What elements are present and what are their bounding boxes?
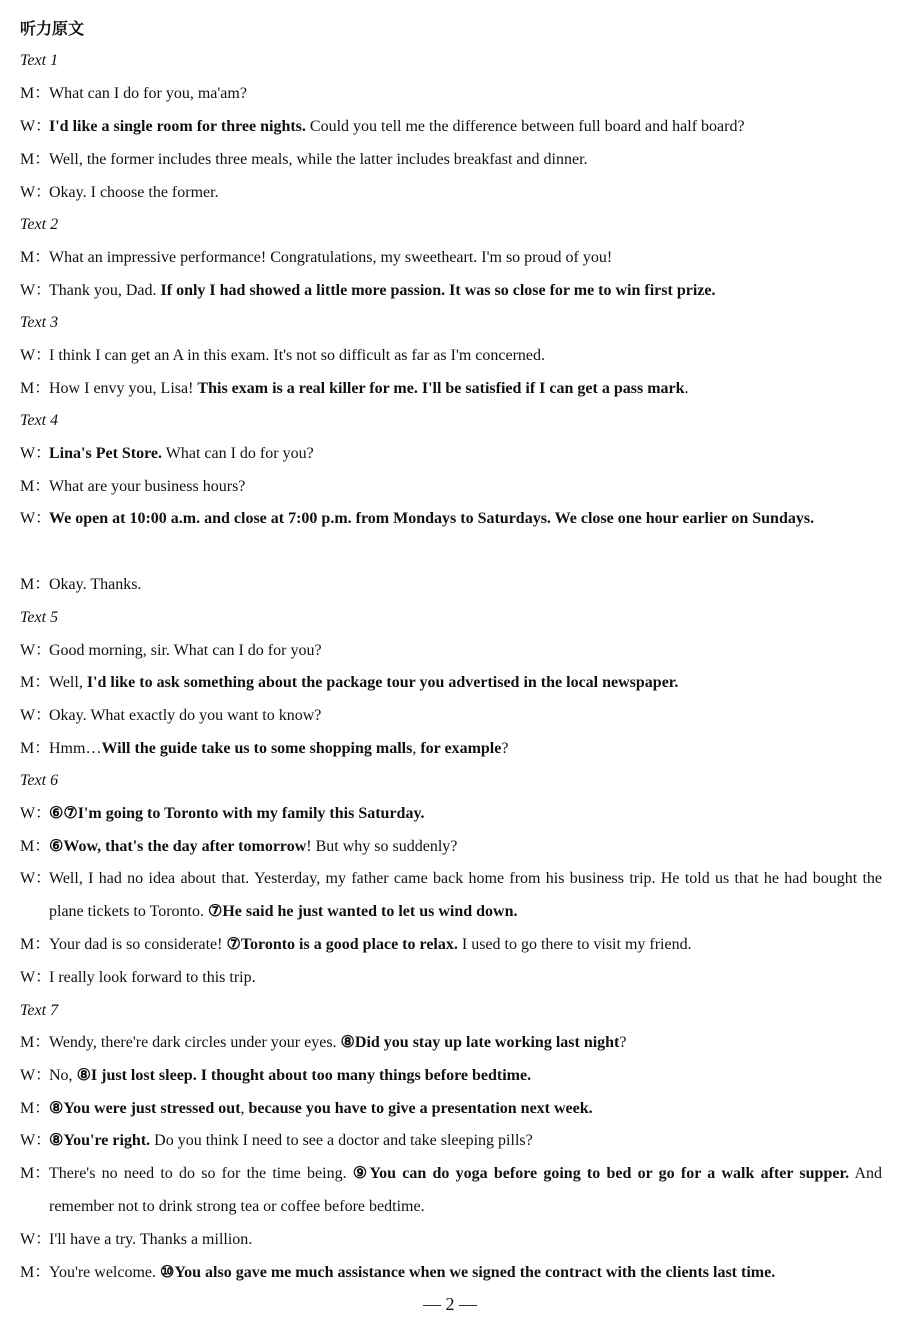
bold-answer-text: This exam is a real killer for me. I'll be satisfied if I can get a pass mark [197, 380, 685, 397]
dialogue-text: , [412, 740, 421, 757]
speaker-label: M： [20, 740, 51, 757]
dialogue-line [20, 274, 882, 307]
dialogue-line [20, 666, 882, 699]
speaker-label: M： [20, 936, 51, 953]
text-section-label: Text 1 [20, 52, 59, 69]
speaker-label: W： [20, 510, 52, 527]
speaker-label: W： [20, 347, 52, 364]
speaker-label: M： [20, 1264, 51, 1281]
dialogue-text: How I envy you, Lisa! [49, 380, 198, 397]
dialogue-text: I'll have a try. Thanks a million. [49, 1231, 253, 1248]
dialogue-text: I really look forward to this trip. [49, 969, 256, 986]
speaker-label: M： [20, 674, 51, 691]
bold-answer-text: If only I had showed a little more passion. It was so close for me to win first prize. [160, 282, 716, 299]
bold-answer-text: ⑥⑦I'm going to Toronto with my family this Saturday. [49, 805, 425, 822]
dialogue-text: ! But why so suddenly? [306, 838, 458, 855]
dialogue-text: Well, [49, 674, 87, 691]
bold-answer-text: We open at 10:00 a.m. and close at 7:00 p.m. from Mondays to Saturdays. We close one hour earlier on Sundays. [49, 510, 815, 527]
dialogue-text: Well, the former includes three meals, while the latter includes breakfast and dinner. [49, 151, 588, 168]
speaker-label: W： [20, 1231, 52, 1248]
speaker-label: M： [20, 249, 51, 266]
bold-answer-text: ⑨You can do yoga before going to bed or go for a walk after supper. [352, 1165, 850, 1182]
dialogue-line [20, 830, 882, 863]
page-number: — 2 — [423, 1294, 477, 1314]
dialogue-line [20, 77, 882, 110]
bold-answer-text: ⑧Did you stay up late working last night [340, 1034, 620, 1051]
dialogue-line [20, 961, 882, 994]
bold-answer-text: ⑦Toronto is a good place to relax. [226, 936, 458, 953]
dialogue-line [20, 470, 882, 503]
dialogue-line [20, 1223, 882, 1256]
dialogue-text: Well, I had no idea about that. Yesterday, my father came back home from his business trip. He told us that he had bought the plane tickets to Toronto. [49, 870, 882, 920]
speaker-label: W： [20, 969, 52, 986]
speaker-label: M： [20, 1165, 51, 1182]
dialogue-line [20, 372, 882, 405]
bold-answer-text: I'd like to ask something about the package tour you advertised in the local newspaper. [86, 674, 679, 691]
speaker-label: W： [20, 118, 52, 135]
bold-answer-text: ⑧You were just stressed out [49, 1100, 241, 1117]
dialogue-text: Good morning, sir. What can I do for you? [49, 642, 322, 659]
dialogue-line [20, 862, 882, 928]
text-section-label: Text 7 [20, 1002, 59, 1019]
dialogue-text: I used to go there to visit my friend. [457, 936, 692, 953]
speaker-label: W： [20, 707, 52, 724]
dialogue-line [20, 176, 882, 209]
text-section-label: Text 4 [20, 412, 59, 429]
speaker-label: W： [20, 1132, 52, 1149]
dialogue-text: What are your business hours? [49, 478, 246, 495]
dialogue-line [20, 241, 882, 274]
speaker-label: W： [20, 282, 52, 299]
dialogue-text: Could you tell me the difference between full board and half board? [305, 118, 745, 135]
speaker-label: M： [20, 380, 51, 397]
dialogue-line [20, 1256, 882, 1289]
bold-answer-text: Will the guide take us to some shopping malls [101, 740, 413, 757]
speaker-label: M： [20, 576, 51, 593]
dialogue-text: I think I can get an A in this exam. It's not so difficult as far as I'm concerned. [49, 347, 546, 364]
dialogue-line [20, 339, 882, 372]
speaker-label: M： [20, 151, 51, 168]
dialogue-text: You're welcome. [49, 1264, 161, 1281]
page-heading: 听力原文 [20, 19, 85, 38]
dialogue-text: Okay. What exactly do you want to know? [49, 707, 322, 724]
dialogue-text: Okay. Thanks. [49, 576, 142, 593]
dialogue-text: Okay. I choose the former. [49, 184, 219, 201]
bold-answer-text: Lina's Pet Store. [49, 445, 163, 462]
speaker-label: M： [20, 1100, 51, 1117]
speaker-label: M： [20, 85, 51, 102]
dialogue-line [20, 1026, 882, 1059]
dialogue-text: . [684, 380, 689, 397]
dialogue-text: What can I do for you? [162, 445, 314, 462]
dialogue-text: Your dad is so considerate! [49, 936, 227, 953]
dialogue-line [20, 797, 882, 830]
dialogue-text: , [240, 1100, 249, 1117]
bold-answer-text: ⑧I just lost sleep. I thought about too many things before bedtime. [76, 1067, 532, 1084]
dialogue-text: Wendy, there're dark circles under your eyes. [49, 1034, 341, 1051]
bold-answer-text: ⑩You also gave me much assistance when we signed the contract with the clients last time. [160, 1264, 776, 1281]
dialogue-line [20, 437, 882, 470]
dialogue-line [20, 502, 882, 535]
bold-answer-text: ⑥Wow, that's the day after tomorrow [49, 838, 307, 855]
speaker-label: W： [20, 805, 52, 822]
speaker-label: W： [20, 445, 52, 462]
bold-answer-text: I'd like a single room for three nights. [49, 118, 306, 135]
dialogue-line [20, 1059, 882, 1092]
dialogue-line [20, 928, 882, 961]
dialogue-text: What an impressive performance! Congratulations, my sweetheart. I'm so proud of you! [49, 249, 613, 266]
dialogue-text: What can I do for you, ma'am? [49, 85, 247, 102]
dialogue-text: Hmm… [49, 740, 102, 757]
text-section-label: Text 6 [20, 772, 59, 789]
text-section-label: Text 2 [20, 216, 59, 233]
speaker-label: W： [20, 642, 52, 659]
dialogue-text: No, [49, 1067, 77, 1084]
speaker-label: W： [20, 184, 52, 201]
dialogue-text: ? [619, 1034, 627, 1051]
bold-answer-text: ⑦He said he just wanted to let us wind down. [208, 903, 518, 920]
dialogue-text: Thank you, Dad. [49, 282, 161, 299]
dialogue-text: Do you think I need to see a doctor and take sleeping pills? [150, 1132, 533, 1149]
speaker-label: W： [20, 1067, 52, 1084]
speaker-label: M： [20, 478, 51, 495]
dialogue-text: ? [501, 740, 509, 757]
dialogue-line [20, 110, 882, 143]
dialogue-text: And remember not to drink strong tea or coffee before bedtime. [49, 1165, 882, 1215]
speaker-label: M： [20, 1034, 51, 1051]
dialogue-text: There's no need to do so for the time being. [49, 1165, 353, 1182]
dialogue-line [20, 699, 882, 732]
text-section-label: Text 3 [20, 314, 59, 331]
dialogue-line [20, 634, 882, 667]
bold-answer-text: because you have to give a presentation next week. [248, 1100, 593, 1117]
bold-answer-text: ⑧You're right. [49, 1132, 151, 1149]
text-section-label: Text 5 [20, 609, 59, 626]
speaker-label: M： [20, 838, 51, 855]
dialogue-line [20, 732, 882, 765]
dialogue-line [20, 143, 882, 176]
speaker-label: W： [20, 870, 52, 887]
dialogue-line [20, 1124, 882, 1157]
dialogue-line [20, 1092, 882, 1125]
bold-answer-text: for example [420, 740, 502, 757]
dialogue-line [20, 568, 882, 601]
dialogue-line [20, 1157, 882, 1223]
